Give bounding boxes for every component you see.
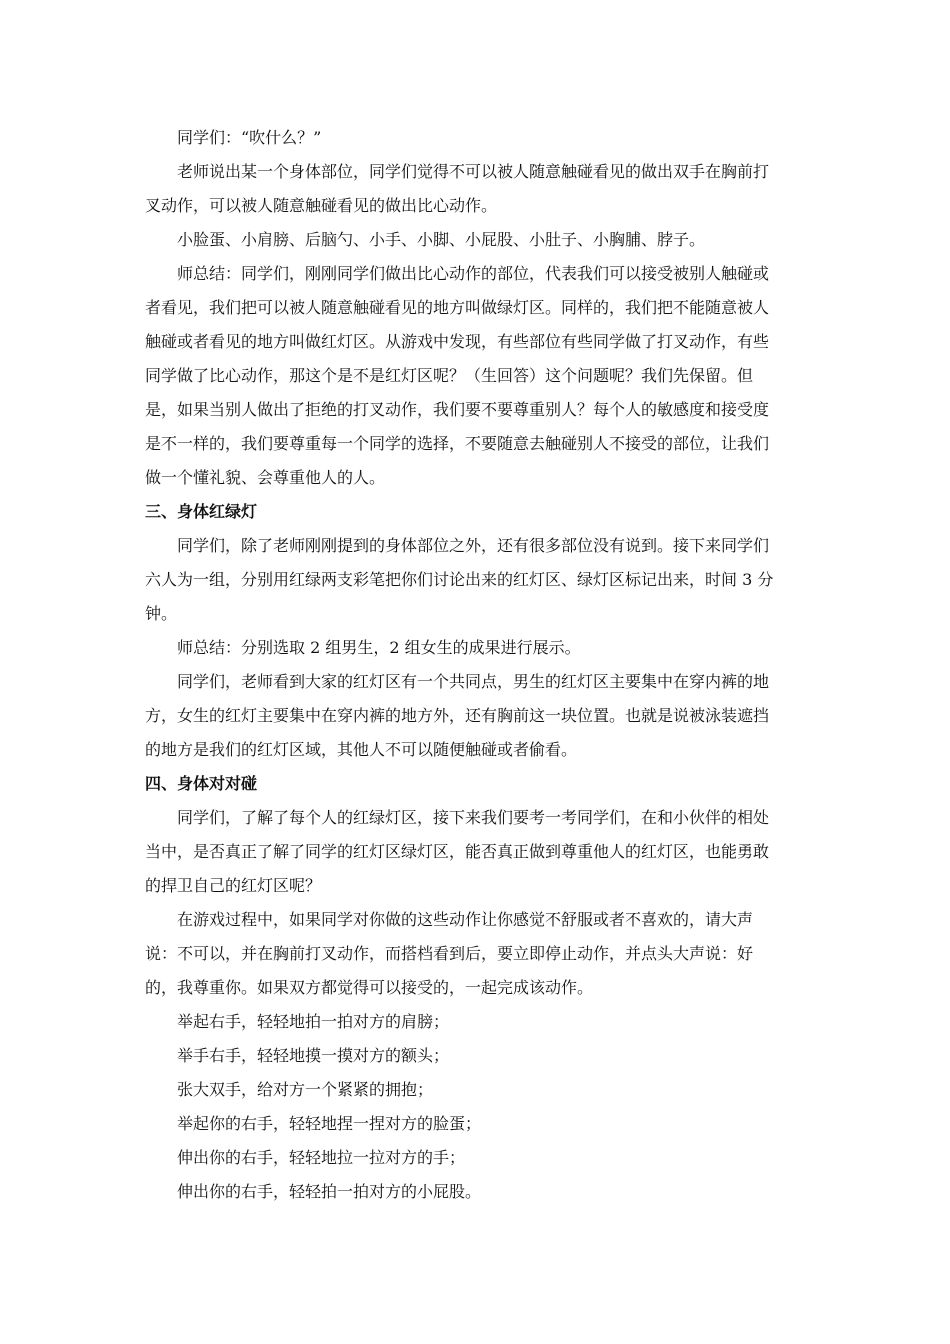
action-item: 张大双手，给对方一个紧紧的拥抱； <box>177 1080 434 1099</box>
paragraph-summary-line: 做一个懂礼貌、会尊重他人的人。 <box>145 468 386 487</box>
paragraph-summary-line: 是不一样的，我们要尊重每一个同学的选择，不要随意去触碰别人不接受的部位，让我们 <box>145 434 770 453</box>
paragraph-game-rules-line: 在游戏过程中，如果同学对你做的这些动作让你感觉不舒服或者不喜欢的，请大声 <box>177 910 754 929</box>
paragraph-showcase: 师总结：分别选取 2 组男生，2 组女生的成果进行展示。 <box>177 638 581 657</box>
action-item: 伸出你的右手，轻轻拍一拍对方的小屁股。 <box>177 1182 482 1201</box>
paragraph-summary-line: 者看见，我们把可以被人随意触碰看见的地方叫做绿灯区。同样的，我们把不能随意被人 <box>145 298 770 317</box>
paragraph-intro-line: 同学们，了解了每个人的红绿灯区，接下来我们要考一考同学们，在和小伙伴的相处 <box>177 808 770 827</box>
paragraph-summary-line: 同学做了比心动作，那这个是不是红灯区呢？（生回答）这个问题呢？我们先保留。但 <box>145 366 754 385</box>
action-item: 举手右手，轻轻地摸一摸对方的额头； <box>177 1046 450 1065</box>
paragraph-body-parts: 小脸蛋、小肩膀、后脑勺、小手、小脚、小屁股、小肚子、小胸脯、脖子。 <box>177 230 706 249</box>
paragraph-game-rules-line: 说：不可以，并在胸前打叉动作，而搭档看到后，要立即停止动作，并点头大声说：好 <box>145 944 754 963</box>
paragraph-red-zone-line: 的地方是我们的红灯区域，其他人不可以随便触碰或者偷看。 <box>145 740 578 759</box>
paragraph-instructions-line: 老师说出某一个身体部位，同学们觉得不可以被人随意触碰看见的做出双手在胸前打 <box>177 162 770 181</box>
paragraph-game-rules-line: 的，我尊重你。如果双方都觉得可以接受的，一起完成该动作。 <box>145 978 594 997</box>
action-item: 伸出你的右手，轻轻地拉一拉对方的手； <box>177 1148 466 1167</box>
paragraph-summary-line: 触碰或者看见的地方叫做红灯区。从游戏中发现，有些部位有些同学做了打叉动作，有些 <box>145 332 770 351</box>
paragraph-summary-line: 是，如果当别人做出了拒绝的打叉动作，我们要不要尊重别人？每个人的敏感度和接受度 <box>145 400 770 419</box>
section-heading-4: 四、身体对对碰 <box>145 774 258 793</box>
paragraph-group-task-line: 同学们，除了老师刚刚提到的身体部位之外，还有很多部位没有说到。接下来同学们 <box>177 536 770 555</box>
paragraph-red-zone-line: 同学们，老师看到大家的红灯区有一个共同点，男生的红灯区主要集中在穿内裤的地 <box>177 672 770 691</box>
paragraph-group-task-line: 钟。 <box>145 604 178 623</box>
paragraph-dialogue: 同学们：“吹什么？” <box>177 128 322 147</box>
paragraph-red-zone-line: 方，女生的红灯主要集中在穿内裤的地方外，还有胸前这一块位置。也就是说被泳装遮挡 <box>145 706 770 725</box>
section-heading-3: 三、身体红绿灯 <box>145 502 258 521</box>
paragraph-summary-line: 师总结：同学们，刚刚同学们做出比心动作的部位，代表我们可以接受被别人触碰或 <box>177 264 770 283</box>
paragraph-intro-line: 的捍卫自己的红灯区呢？ <box>145 876 322 895</box>
paragraph-instructions-line: 叉动作，可以被人随意触碰看见的做出比心动作。 <box>145 196 498 215</box>
action-item: 举起你的右手，轻轻地捏一捏对方的脸蛋； <box>177 1114 482 1133</box>
action-item: 举起右手，轻轻地拍一拍对方的肩膀； <box>177 1012 450 1031</box>
paragraph-intro-line: 当中，是否真正了解了同学的红灯区绿灯区，能否真正做到尊重他人的红灯区，也能勇敢 <box>145 842 770 861</box>
paragraph-group-task-line: 六人为一组，分别用红绿两支彩笔把你们讨论出来的红灯区、绿灯区标记出来，时间 3 分 <box>145 570 774 589</box>
